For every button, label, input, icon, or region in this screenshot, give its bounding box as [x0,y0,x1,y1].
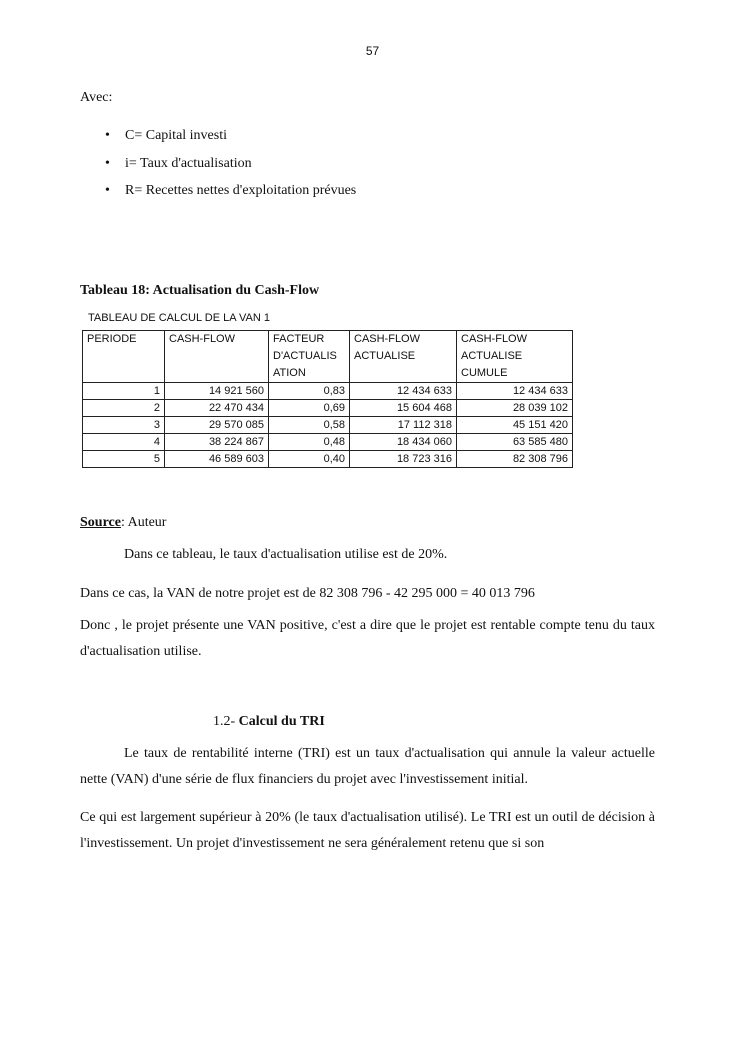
cell-facteur: 0,58 [269,417,350,434]
cell-cashflow: 29 570 085 [165,417,269,434]
section-title: Calcul du TRI [238,714,325,729]
source-value: : Auteur [120,515,167,530]
paragraph-taux: Dans ce tableau, le taux d'actualisation utilise est de 20%. [124,547,448,562]
cell-facteur: 0,69 [269,400,350,417]
cell-cashflow: 38 224 867 [165,434,269,451]
cell-cf-cumule: 63 585 480 [457,434,573,451]
header-cf-cumule: CASH-FLOW ACTUALISE CUMULE [457,331,573,383]
section-number: 1.2- [213,714,236,729]
van-table [82,330,573,468]
cell-periode: 1 [83,383,165,400]
cell-periode: 5 [83,451,165,468]
list-item: • i= Taux d'actualisation [105,156,356,184]
list-item: • R= Recettes nettes d'exploitation prévues [105,183,356,211]
cell-cf-cumule: 28 039 102 [457,400,573,417]
cell-cf-cumule: 45 151 420 [457,417,573,434]
cell-periode: 4 [83,434,165,451]
page-number: 57 [365,44,380,58]
table-row [83,400,573,417]
cell-cf-actualise: 15 604 468 [350,400,457,417]
section-heading [213,714,325,730]
paragraph-tri-definition: Le taux de rentabilité interne (TRI) est un taux d'actualisation qui annule la valeur actuelle nette (VAN) d'une série de flux financiers du projet avec l'investissement initial. [80,746,655,787]
cell-periode: 2 [83,400,165,417]
table-row [83,417,573,434]
cell-cashflow: 22 470 434 [165,400,269,417]
cell-facteur: 0,48 [269,434,350,451]
variables-list [105,128,356,211]
cell-cf-actualise: 12 434 633 [350,383,457,400]
table-row [83,451,573,468]
header-facteur: FACTEUR D'ACTUALIS ATION [269,331,350,383]
cell-cf-cumule: 82 308 796 [457,451,573,468]
table-header-row [83,331,573,383]
paragraph-van: Dans ce cas, la VAN de notre projet est de 82 308 796 - 42 295 000 = 40 013 796 [80,586,535,601]
source-note [80,515,166,531]
header-cf-actualise: CASH-FLOW ACTUALISE [350,331,457,383]
cell-cashflow: 14 921 560 [165,383,269,400]
cell-facteur: 0,40 [269,451,350,468]
cell-cashflow: 46 589 603 [165,451,269,468]
header-cashflow: CASH-FLOW [165,331,269,383]
intro-text: Avec: [80,90,113,105]
header-periode: PERIODE [83,331,165,383]
table-caption: TABLEAU DE CALCUL DE LA VAN 1 [88,312,270,324]
table-row [83,383,573,400]
cell-facteur: 0,83 [269,383,350,400]
list-item: • C= Capital investi [105,128,356,156]
paragraph-donc: Donc , le projet présente une VAN positive, c'est a dire que le projet est rentable compte tenu du taux d'actualisation utilise. [80,618,655,659]
cell-cf-actualise: 18 723 316 [350,451,457,468]
cell-cf-cumule: 12 434 633 [457,383,573,400]
cell-periode: 3 [83,417,165,434]
source-label: Source [80,515,121,530]
table-title: Tableau 18: Actualisation du Cash-Flow [80,283,320,298]
paragraph-tri-outil: Ce qui est largement supérieur à 20% (le taux d'actualisation utilisé). Le TRI est un outil de décision à l'investissement. Un projet d'investissement ne sera généralement retenu que si son [80,810,655,851]
cell-cf-actualise: 17 112 318 [350,417,457,434]
table-row [83,434,573,451]
cell-cf-actualise: 18 434 060 [350,434,457,451]
